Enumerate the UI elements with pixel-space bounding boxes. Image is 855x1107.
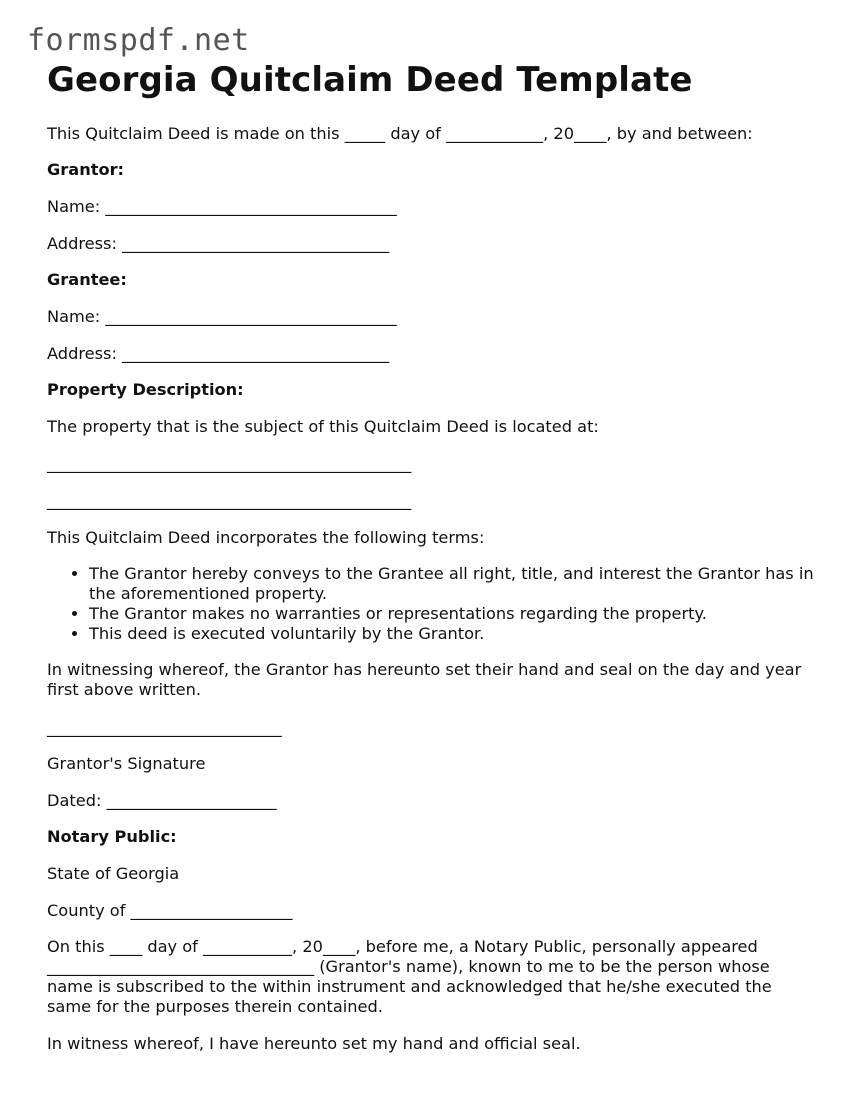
dated-field: Dated: _____________________	[47, 791, 277, 810]
intro-text: This Quitclaim Deed is made on this _____ day of ____________, 20____, by and between:	[47, 124, 753, 143]
grantee-name-field: Name: ____________________________________	[47, 307, 397, 326]
list-item: • This deed is executed voluntarily by the Grantor.	[89, 624, 829, 644]
notary-heading: Notary Public:	[47, 827, 177, 846]
signature-label: Grantor's Signature	[47, 754, 206, 773]
witness-text: In witnessing whereof, the Grantor has hereunto set their hand and seal on the day and year first above written.	[47, 660, 802, 699]
document-title: Georgia Quitclaim Deed Template	[47, 60, 693, 100]
terms-list	[47, 564, 829, 644]
property-text: The property that is the subject of this Quitclaim Deed is located at:	[47, 417, 599, 436]
grantee-address-field: Address: _________________________________	[47, 344, 390, 363]
list-item: • The Grantor makes no warranties or representations regarding the property.	[89, 604, 829, 624]
notary-county-field: County of ____________________	[47, 901, 293, 920]
list-item: • The Grantor hereby conveys to the Grantee all right, title, and interest the Grantor has in the aforementioned property.	[89, 564, 829, 604]
notary-state: State of Georgia	[47, 864, 180, 883]
grantor-heading: Grantor:	[47, 160, 125, 179]
grantor-name-field: Name: ____________________________________	[47, 197, 397, 216]
notary-witness-text: In witness whereof, I have hereunto set my hand and official seal.	[47, 1034, 581, 1053]
watermark-logo: formspdf.net	[27, 23, 250, 58]
property-heading: Property Description:	[47, 380, 244, 399]
notary-acknowledgment: On this ____ day of ___________, 20____, before me, a Notary Public, personally appeared _________________________________ (Grantor's name), known to me to be the person whose name is subscribed to the within instrument and acknowledged that he/she executed the same for the purposes therein contained.	[47, 937, 772, 1016]
property-line-2: _____________________________________________	[47, 491, 412, 510]
grantee-heading: Grantee:	[47, 270, 127, 289]
terms-intro: This Quitclaim Deed incorporates the following terms:	[47, 528, 485, 547]
grantor-address-field: Address: _________________________________	[47, 234, 390, 253]
property-line-1: _____________________________________________	[47, 454, 412, 473]
signature-line: _____________________________	[47, 718, 282, 737]
